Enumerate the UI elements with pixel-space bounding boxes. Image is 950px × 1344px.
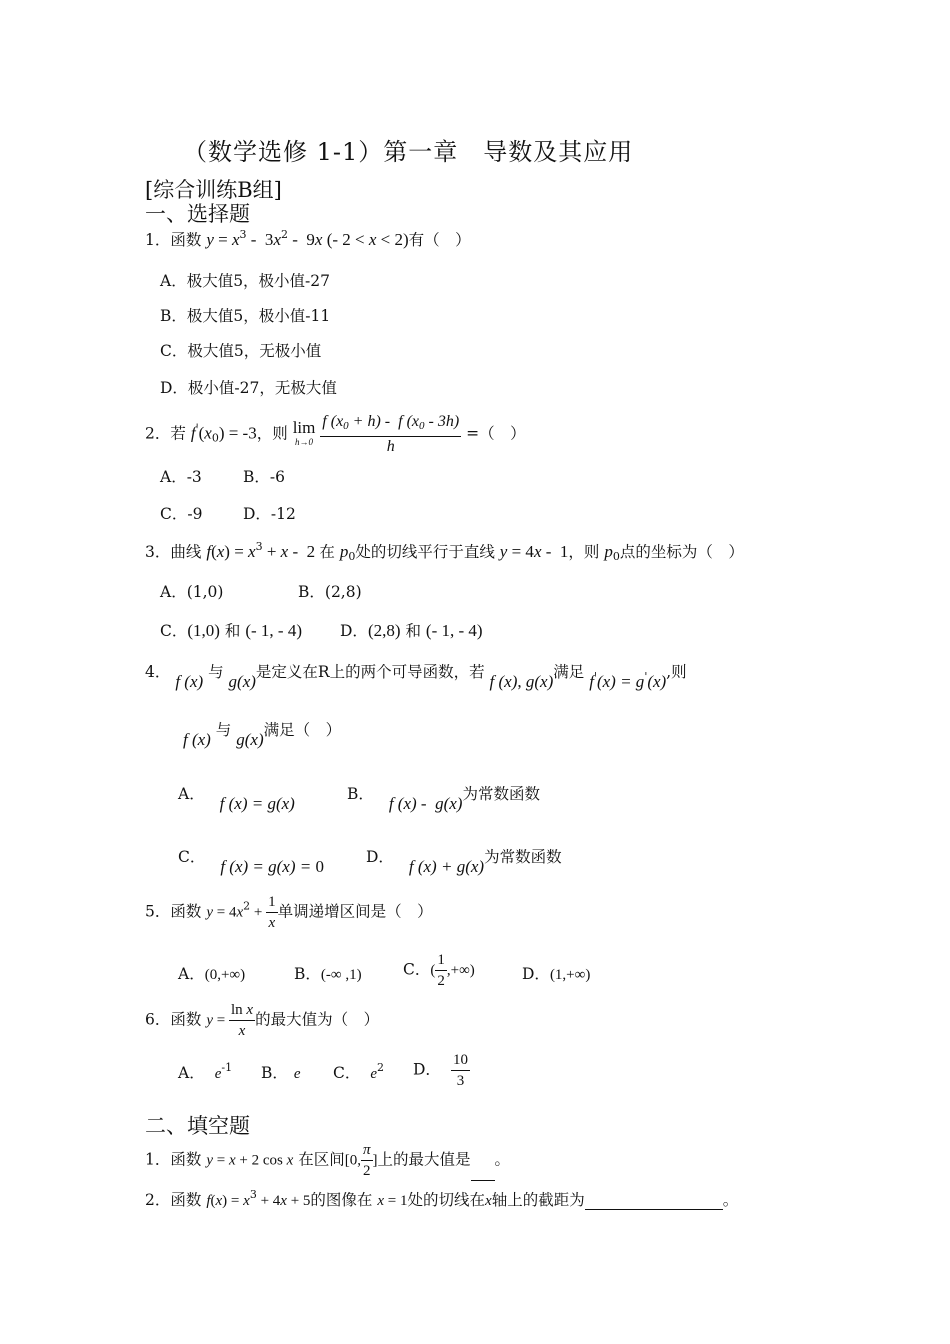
question-4-line-1: 4． f (x) 与 g(x)是定义在R上的两个可导函数，若 f (x), g(x)满足 f'(x) = g'(x),则 bbox=[145, 663, 687, 691]
section-heading-fill: 二、填空题 bbox=[145, 1114, 250, 1138]
question-5: 5．函数 $y = 4x^2$ + $\frac{1}{x}$ 单调递增区间是（ ） bbox=[145, 894, 433, 931]
q6-option-b: B． e bbox=[261, 1064, 301, 1082]
q3-option-c: C．(1,0) 和 (- 1, - 4) bbox=[160, 621, 302, 640]
fill-question-2: 2．函数 $f(x) = x^3 + 4x + 5$的图像在 x = 1处的切线在x轴上的截距为 。 bbox=[145, 1188, 739, 1209]
group-label: [综合训练B组] bbox=[145, 178, 282, 202]
q3-option-a: A．(1,0) bbox=[160, 583, 224, 601]
q6-option-d: D． $\frac{10}{3}$ bbox=[413, 1052, 468, 1089]
q6-option-c: C． $e^2$ bbox=[333, 1061, 385, 1082]
q1-option-c: C．极大值5，无极小值 bbox=[160, 342, 322, 360]
q1-option-b: B．极大值5，极小值-11 bbox=[160, 307, 331, 325]
q4-option-c: C． f (x) = g(x) = 0 bbox=[178, 848, 324, 876]
q6-option-a: A． $e^{-1}$ bbox=[178, 1061, 233, 1082]
q2-option-d: D．-12 bbox=[243, 505, 296, 523]
q2-option-c: C．-9 bbox=[160, 505, 203, 523]
q4-option-a: A． f (x) = g(x) bbox=[178, 785, 295, 813]
q5-option-a: A．(0,+∞) bbox=[178, 965, 246, 983]
q1-option-d: D．极小值-27，无极大值 bbox=[160, 379, 337, 397]
question-2: 2．若 $f'(x_0) = -3$，则 lim h→0 $\frac{f (x_0 + h) - f (x_0 - 3h)}{h}$ =（ ） bbox=[145, 413, 526, 455]
answer-blank-2[interactable] bbox=[585, 1195, 723, 1210]
q5-option-d: D．(1,+∞) bbox=[522, 965, 591, 983]
q2-option-b: B．-6 bbox=[243, 468, 285, 486]
q1-option-a: A．极大值5，极小值-27 bbox=[160, 272, 331, 290]
q5-option-c: C．( $\frac{1}{2}$ ,+∞) bbox=[403, 952, 475, 989]
fill-question-1: 1．函数 y = x + 2 cos x 在区间[0, $\frac{\pi}{2}$ ]上的最大值是 。 bbox=[145, 1142, 511, 1179]
answer-blank-1[interactable] bbox=[471, 1166, 495, 1181]
q3-option-b: B．(2,8) bbox=[298, 583, 362, 601]
q4-option-b: B． f (x) - g(x)为常数函数 bbox=[347, 785, 540, 813]
question-6: 6．函数 y = $\frac{\text{ln x}}{x}$ 的最大值为（ ） bbox=[145, 1002, 380, 1039]
q2-option-a: A．-3 bbox=[160, 468, 202, 486]
question-3: 3．曲线 $f(x) = x^3 + x - 2$ 在 $p_0$处的切线平行于直线 y = 4x - 1，则 $p_0$点的坐标为（ ） bbox=[145, 540, 744, 563]
q3-option-d: D．(2,8) 和 (- 1, - 4) bbox=[340, 621, 483, 640]
page-title: （数学选修 1-1）第一章 导数及其应用 bbox=[183, 138, 634, 166]
question-4-line-2: f (x) 与 g(x)满足（ ） bbox=[183, 721, 342, 749]
section-heading-choice: 一、选择题 bbox=[145, 202, 250, 226]
q4-option-d: D． f (x) + g(x)为常数函数 bbox=[366, 848, 562, 876]
question-1: 1．函数 $y = x^3 - 3x^2 - 9x$ (- 2 < x < 2)有（ ） bbox=[145, 228, 471, 249]
q5-option-b: B．(-∞ ,1) bbox=[294, 965, 362, 983]
